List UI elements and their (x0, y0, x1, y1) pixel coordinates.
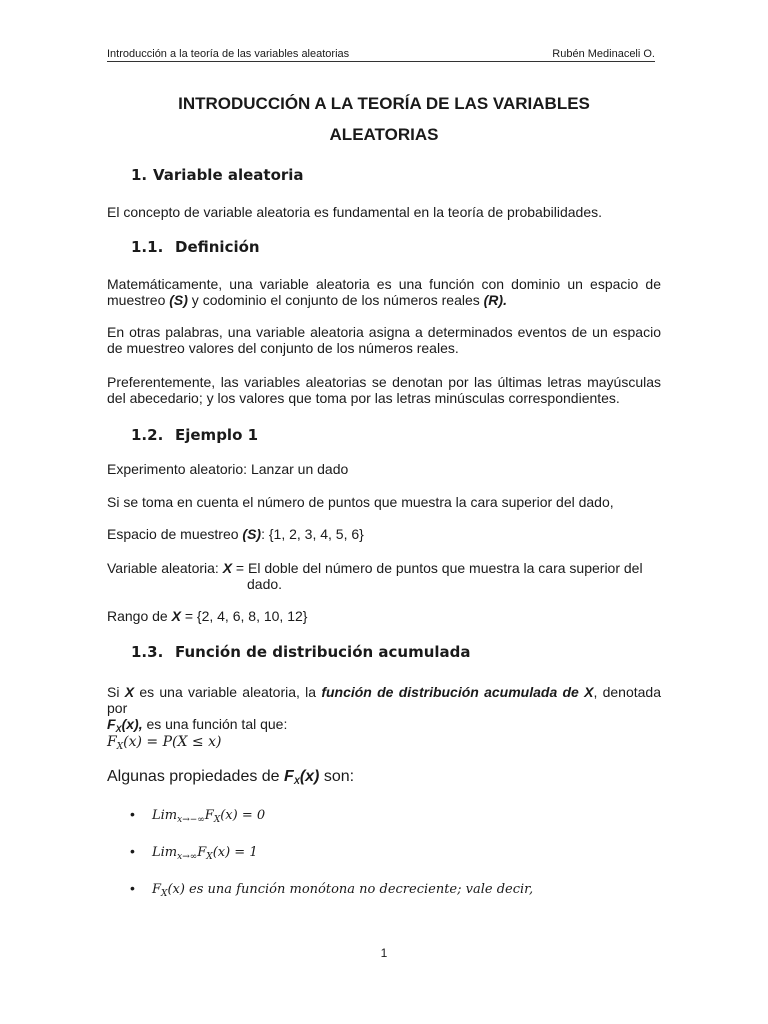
range-values: = {2, 4, 6, 8, 10, 12} (180, 608, 308, 624)
section-1-3-heading (131, 643, 471, 661)
definition-paragraph (107, 276, 661, 308)
lim-2: Lim (152, 845, 178, 860)
sample-space-values: : {1, 2, 3, 4, 5, 6} (261, 526, 364, 542)
properties-intro (107, 768, 661, 790)
formula-f: F (107, 734, 117, 750)
properties-text-a: Algunas propiedades de (107, 768, 285, 785)
section-1-2-number: 1.2. (131, 426, 164, 444)
random-variable-symbol: X (222, 560, 233, 576)
page-number: 1 (380, 946, 388, 960)
section-1-1-number: 1.1. (131, 238, 164, 256)
property-item-1 (130, 806, 265, 825)
other-words-paragraph: En otras palabras, una variable aleatoria asigna a determinados eventos de un espacio de muestreo valores del conjunto de los números reales. (107, 324, 661, 356)
properties-f-arg: (x) (299, 768, 320, 785)
section-1-1-title: Definición (175, 238, 260, 256)
range-symbol: X (171, 608, 181, 624)
notation-paragraph: Preferentemente, las variables aleatorias se denotan por las últimas letras mayúsculas del abecedario; y los valores que toma por las letras minúsculas correspondientes. (107, 374, 661, 406)
range-label: Rango de (107, 608, 172, 624)
bullet-icon: • (130, 843, 135, 859)
cdf-formula (107, 734, 661, 755)
section-1-title: Variable aleatoria (153, 166, 304, 184)
lim-2-result: (x) = 1 (212, 845, 258, 860)
lim-2-f-sub: X (206, 852, 213, 862)
lim-2-f: F (197, 845, 207, 860)
random-variable-label: Variable aleatoria: (107, 560, 223, 576)
lim-1-f: F (204, 808, 214, 823)
lim-1-sub: x→−∞ (177, 815, 205, 825)
properties-text-b: son: (319, 768, 355, 785)
document-title-line1: INTRODUCCIÓN A LA TEORÍA DE LAS VARIABLES (178, 94, 590, 113)
bullet-icon: • (130, 806, 135, 822)
definition-s: (S) (169, 292, 188, 308)
lim-1-f-sub: X (213, 815, 221, 825)
property-item-2 (130, 843, 258, 862)
sample-space-symbol: (S) (242, 526, 262, 542)
cdf-x: X (124, 684, 135, 700)
random-variable-continuation: dado. (247, 576, 283, 592)
experiment-line: Experimento aleatorio: Lanzar un dado (107, 461, 349, 477)
cdf-text-d: es una función tal que: (142, 716, 288, 732)
bullet-icon: • (130, 880, 135, 896)
lim-1: Lim (152, 808, 178, 823)
lim-1-result: (x) = 0 (220, 808, 266, 823)
section-1-3-number: 1.3. (131, 643, 164, 661)
points-line: Si se toma en cuenta el número de puntos que muestra la cara superior del dado, (107, 494, 614, 510)
section-1-1-heading (131, 238, 260, 256)
section-1-2-title: Ejemplo 1 (175, 426, 259, 444)
document-title-line2: ALEATORIAS (329, 125, 439, 144)
definition-text-a: Matemáticamente, una variable aleatoria es una función con dominio un espacio de muestreo (107, 276, 661, 308)
section-1-3-title: Función de distribución acumulada (175, 643, 471, 661)
definition-r: (R). (483, 292, 507, 308)
section-1-heading (131, 166, 304, 184)
cdf-text-a: Si (107, 684, 125, 700)
monotone-text: (x) es una función monótona no decreciente; vale decir, (167, 882, 534, 897)
header-title: Introducción a la teoría de las variables aleatorias (107, 48, 350, 60)
section-1-number: 1. (131, 166, 148, 184)
section-1-2-heading (131, 426, 258, 444)
header-author: Rubén Medinaceli O. (552, 48, 655, 60)
monotone-f-sub: X (161, 889, 168, 899)
cdf-term: función de distribución acumulada de X (321, 684, 594, 700)
running-header (107, 48, 655, 62)
sample-space-label: Espacio de muestreo (107, 526, 243, 542)
section-1-intro: El concepto de variable aleatoria es fundamental en la teoría de probabilidades. (107, 204, 602, 220)
lim-2-sub: x→∞ (177, 852, 198, 862)
definition-text-b: y codominio el conjunto de los números reales (187, 292, 484, 308)
formula-rest: (x) = P(X ≤ x) (123, 734, 222, 750)
range-line (107, 608, 661, 624)
cdf-f-arg: (x), (121, 716, 143, 732)
cdf-f-sub: X (115, 724, 122, 734)
properties-f-sub: X (293, 776, 300, 786)
property-item-3 (130, 880, 533, 899)
random-variable-definition: = El doble del número de puntos que muestra la cara superior del (232, 560, 643, 576)
monotone-f: F (152, 882, 162, 897)
sample-space-line (107, 526, 661, 542)
properties-f: F (284, 768, 294, 785)
cdf-definition-paragraph (107, 684, 661, 737)
random-variable-line (107, 560, 661, 576)
cdf-text-b: es una variable aleatoria, la (134, 684, 322, 700)
formula-sub: X (116, 742, 124, 752)
cdf-f: F (107, 716, 116, 732)
cdf-text-c: , denotada por (107, 684, 661, 716)
